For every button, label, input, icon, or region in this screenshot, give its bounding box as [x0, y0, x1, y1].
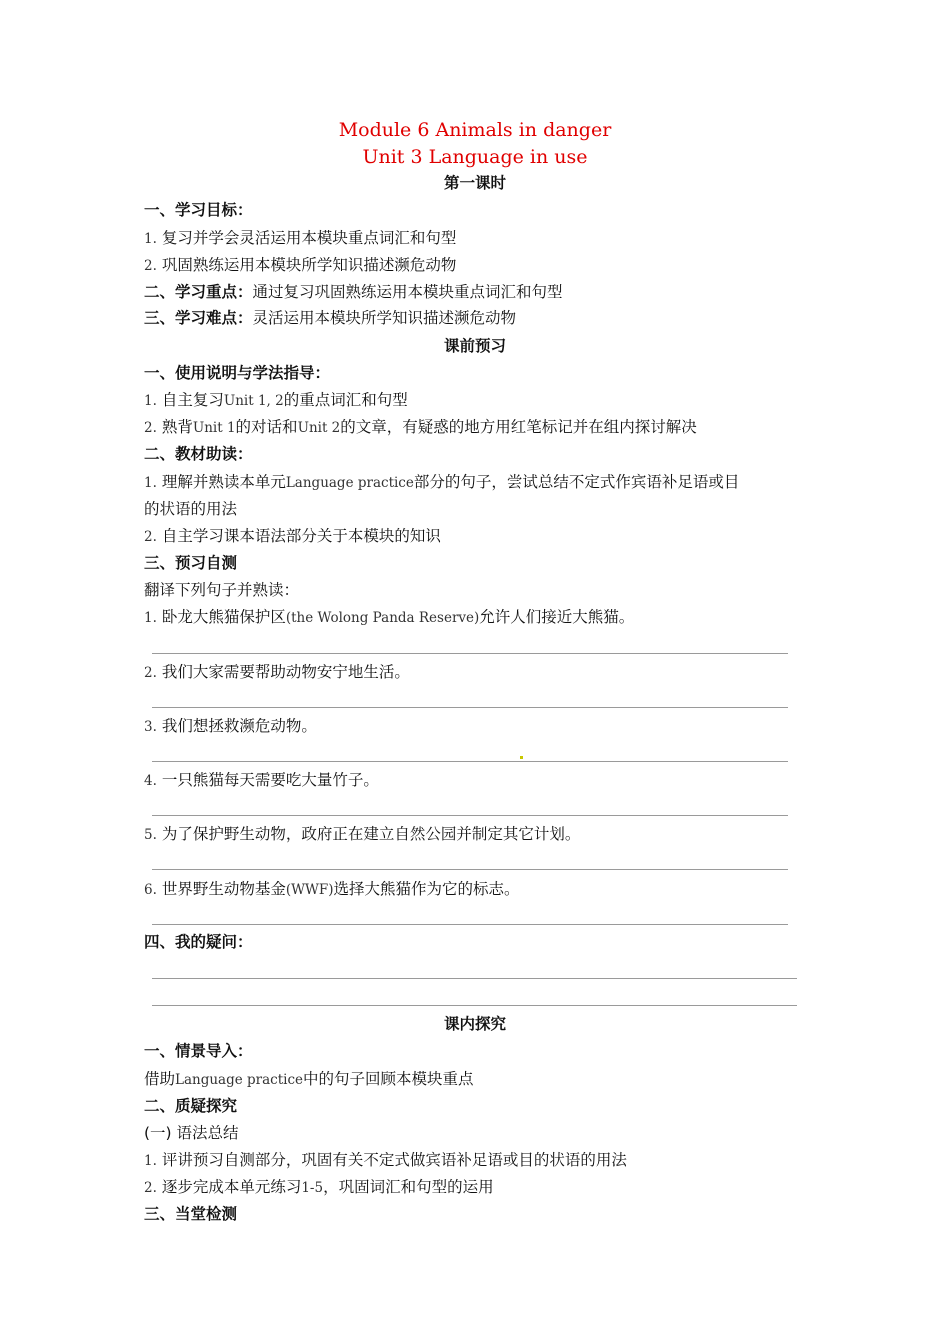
instruction-item-2-number: 2.: [144, 420, 157, 436]
scenario-text-a: 借助: [144, 1070, 176, 1088]
lesson-label: 第一课时: [443, 174, 506, 192]
unit-title: Unit 3 Language in use: [362, 146, 588, 168]
grammar-item-2-text-b: 1-5: [301, 1180, 324, 1196]
grammar-item-2-number: 2.: [144, 1180, 157, 1196]
self-test-instruction: 翻译下列句子并熟读：: [144, 581, 300, 599]
question-6: [144, 879, 520, 900]
grammar-item-1-number: 1.: [144, 1153, 157, 1169]
instruction-item-1-text-a: 自主复习: [161, 391, 224, 409]
question-1-text-c: 允许人们接近大熊猫。: [479, 608, 635, 626]
question-6-number: 6.: [144, 882, 157, 898]
textbook-item-1: [144, 472, 739, 493]
scenario-text: [144, 1069, 474, 1090]
goal-item-1-text: 复习并学会灵活运用本模块重点词汇和句型: [161, 229, 457, 247]
question-line-1[interactable]: [152, 978, 797, 979]
scenario-heading: 一、情景导入：: [144, 1042, 253, 1060]
textbook-item-1-number: 1.: [144, 475, 157, 491]
grammar-item-1: [144, 1150, 627, 1171]
textbook-item-1-text-b: Language practice: [285, 475, 414, 491]
difficult-points: [144, 308, 516, 328]
answer-line-3[interactable]: [152, 761, 788, 762]
question-5-text: 为了保护野生动物，政府正在建立自然公园并制定其它计划。: [161, 825, 581, 843]
answer-line-2[interactable]: [152, 707, 788, 708]
question-4-number: 4.: [144, 773, 157, 789]
textbook-item-1-text-c: 部分的句子，尝试总结不定式作宾语补足语或目: [413, 473, 740, 491]
module-title: Module 6 Animals in danger: [338, 119, 612, 141]
question-2-text: 我们大家需要帮助动物安宁地生活。: [161, 663, 410, 681]
classwork-heading: 课内探究: [443, 1015, 506, 1033]
textbook-item-1-text-a: 理解并熟读本单元: [161, 473, 286, 491]
answer-line-6[interactable]: [152, 924, 788, 925]
textbook-item-2-text: 自主学习课本语法部分关于本模块的知识: [161, 527, 441, 545]
question-5-number: 5.: [144, 827, 157, 843]
scenario-text-c: 中的句子回顾本模块重点: [303, 1070, 474, 1088]
question-3-number: 3.: [144, 719, 157, 735]
instruction-item-2-text-c: 的对话和: [235, 418, 298, 436]
instruction-item-2-text-b: Unit 1: [192, 420, 236, 436]
stray-mark: [520, 756, 523, 759]
preview-heading: 课前预习: [443, 337, 506, 355]
goal-item-2-text: 巩固熟练运用本模块所学知识描述濒危动物: [161, 256, 457, 274]
question-2: [144, 662, 410, 683]
answer-line-1[interactable]: [152, 653, 788, 654]
question-6-text-b: (WWF): [285, 882, 334, 898]
my-questions-heading: 四、我的疑问：: [144, 933, 253, 951]
question-2-number: 2.: [144, 665, 157, 681]
question-6-text-c: 选择大熊猫作为它的标志。: [333, 880, 520, 898]
question-4: [144, 770, 379, 791]
question-4-text: 一只熊猫每天需要吃大量竹子。: [161, 771, 379, 789]
instruction-item-1-text-c: 的重点词汇和句型: [283, 391, 408, 409]
instruction-item-2-text-d: Unit 2: [297, 420, 341, 436]
goals-heading: 一、学习目标：: [144, 201, 253, 219]
class-test-heading: 三、当堂检测: [144, 1205, 238, 1223]
textbook-item-2-number: 2.: [144, 529, 157, 545]
instructions-heading: 一、使用说明与学法指导：: [144, 364, 331, 382]
instruction-item-2: [144, 417, 697, 438]
goal-item-2: [144, 255, 456, 276]
question-3-text: 我们想拯救濒危动物。: [161, 717, 317, 735]
question-3: [144, 716, 317, 737]
question-1-text-a: 卧龙大熊猫保护区: [161, 608, 286, 626]
instruction-item-1-number: 1.: [144, 393, 157, 409]
key-points-text: 通过复习巩固熟练运用本模块重点词汇和句型: [252, 283, 563, 301]
difficult-points-text: 灵活运用本模块所学知识描述濒危动物: [252, 309, 517, 327]
textbook-guide-heading: 二、教材助读：: [144, 445, 253, 463]
goal-item-1: [144, 228, 456, 249]
goal-item-1-number: 1.: [144, 231, 157, 247]
answer-line-4[interactable]: [152, 815, 788, 816]
question-1-text-b: (the Wolong Panda Reserve): [285, 610, 480, 626]
grammar-item-2-text-a: 逐步完成本单元练习: [161, 1178, 302, 1196]
goal-item-2-number: 2.: [144, 258, 157, 274]
question-1: [144, 607, 634, 628]
question-5: [144, 824, 580, 845]
instruction-item-1-text-b: Unit 1, 2: [223, 393, 284, 409]
question-6-text-a: 世界野生动物基金: [161, 880, 286, 898]
inquiry-heading: 二、质疑探究: [144, 1097, 238, 1115]
grammar-item-1-text: 评讲预习自测部分，巩固有关不定式做宾语补足语或目的状语的用法: [161, 1151, 627, 1169]
instruction-item-2-text-e: 的文章，有疑惑的地方用红笔标记并在组内探讨解决: [340, 418, 697, 436]
grammar-item-2-text-c: ，巩固词汇和句型的运用: [323, 1178, 494, 1196]
grammar-item-2: [144, 1177, 494, 1198]
grammar-summary-heading: (一) 语法总结: [144, 1124, 239, 1142]
instruction-item-2-text-a: 熟背: [161, 418, 193, 436]
self-test-heading: 三、预习自测: [144, 554, 238, 572]
key-points: [144, 282, 563, 302]
instruction-item-1: [144, 390, 408, 411]
scenario-text-b: Language practice: [175, 1072, 304, 1088]
question-1-number: 1.: [144, 610, 157, 626]
answer-line-5[interactable]: [152, 869, 788, 870]
question-line-2[interactable]: [152, 1005, 797, 1006]
key-points-heading: 二、学习重点：: [144, 283, 253, 301]
difficult-points-heading: 三、学习难点：: [144, 309, 253, 327]
textbook-item-2: [144, 526, 441, 547]
textbook-item-1-continued: 的状语的用法: [144, 500, 238, 518]
